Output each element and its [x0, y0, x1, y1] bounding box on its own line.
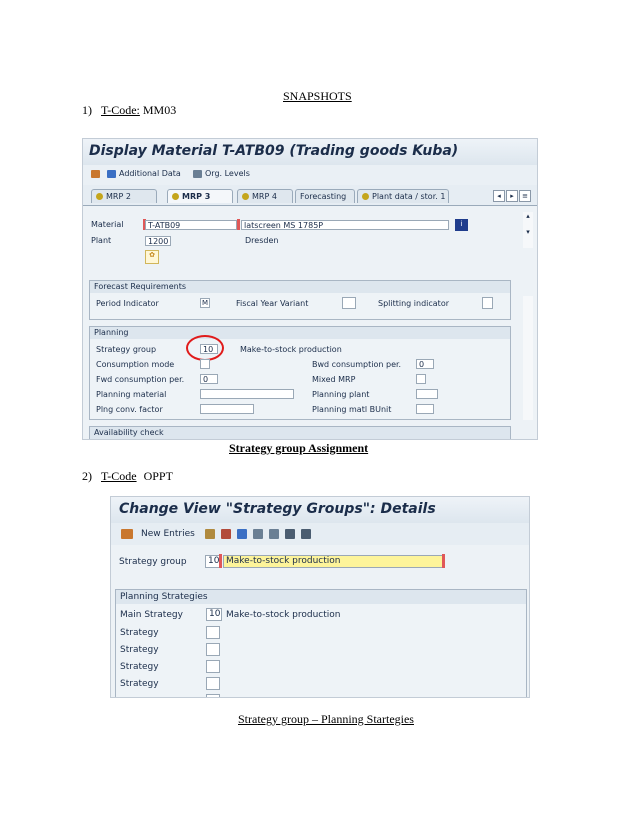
tab-scroll-right-icon[interactable]: ▸ [506, 190, 518, 202]
strategy-field[interactable] [206, 660, 220, 673]
application-toolbar [83, 165, 537, 185]
delete-icon [221, 529, 231, 539]
tcode-label: T-Code: [101, 103, 140, 117]
tab-mrp3[interactable] [167, 189, 233, 203]
table-view-button[interactable] [301, 529, 314, 540]
mrp3-content [83, 205, 537, 440]
undo-icon [237, 529, 247, 539]
title-bar [111, 497, 529, 523]
main-strategy-description: Make-to-stock production [226, 610, 341, 620]
planning-plant-field[interactable] [416, 389, 438, 399]
screen-title: Change View "Strategy Groups": Details [119, 501, 436, 517]
splitting-indicator-field[interactable] [482, 297, 493, 309]
fiscal-year-variant-label: Fiscal Year Variant [236, 299, 309, 308]
select-all-icon [253, 529, 263, 539]
tab-label: MRP 4 [252, 192, 277, 201]
tab-status-icon [362, 193, 369, 200]
forecast-group-title: Forecast Requirements [90, 281, 510, 293]
select-block-button[interactable] [269, 529, 282, 540]
strategy-field[interactable] [206, 694, 220, 698]
period-indicator-field[interactable]: M [201, 299, 209, 307]
period-indicator-label: Period Indicator [96, 299, 159, 308]
tab-label: Plant data / stor. 1 [372, 192, 446, 201]
page-heading: SNAPSHOTS [283, 89, 352, 103]
tcode-label: T-Code [101, 469, 137, 483]
scroll-up-icon[interactable]: ▴ [526, 212, 530, 220]
strategy-field[interactable] [206, 626, 220, 639]
main-strategy-label: Main Strategy [120, 610, 183, 620]
bwd-consumption-field[interactable]: 0 [416, 359, 434, 369]
additional-data-label: Additional Data [119, 169, 181, 178]
image-icon[interactable]: ✿ [145, 250, 159, 264]
input-required-marker [442, 554, 445, 568]
strategy-label: Strategy [120, 662, 159, 672]
planning-matl-bunit-field[interactable] [416, 404, 434, 414]
planning-material-field[interactable] [200, 389, 294, 399]
info-icon[interactable]: i [455, 219, 468, 231]
tcode-value: OPPT [143, 469, 173, 483]
strategy-label: Strategy [120, 679, 159, 689]
caption-2: Strategy group – Planning Startegies [238, 712, 414, 726]
additional-data-button[interactable] [107, 169, 181, 178]
scrollbar-lower[interactable] [523, 296, 533, 420]
strategy-field[interactable] [206, 677, 220, 690]
mixed-mrp-label: Mixed MRP [312, 375, 356, 384]
availability-check-group [89, 426, 511, 440]
mm03-screenshot [82, 138, 538, 440]
mixed-mrp-field[interactable] [416, 374, 426, 384]
title-bar [83, 139, 537, 165]
fwd-consumption-field[interactable]: 0 [200, 374, 218, 384]
plant-label: Plant [91, 236, 112, 245]
strategy-group-details [111, 545, 529, 697]
display-change-button[interactable] [121, 529, 136, 540]
strategy-group-description-field[interactable]: Make-to-stock production [223, 555, 443, 568]
scrollbar[interactable] [523, 212, 533, 248]
glasses-icon [91, 170, 100, 178]
new-entries-label: New Entries [141, 529, 195, 539]
tab-mrp2[interactable] [91, 189, 157, 203]
input-required-marker [219, 554, 222, 568]
select-block-icon [269, 529, 279, 539]
caption-1: Strategy group Assignment [229, 441, 369, 455]
tcode-value: MM03 [142, 103, 177, 117]
fwd-consumption-label: Fwd consumption per. [96, 375, 185, 384]
tab-status-icon [96, 193, 103, 200]
tab-scroll-left-icon[interactable]: ◂ [493, 190, 505, 202]
tab-status-icon [172, 193, 179, 200]
strategy-label: Strategy [120, 628, 159, 638]
copy-as-button[interactable] [205, 529, 218, 540]
new-entries-button[interactable] [141, 529, 195, 539]
planning-group-title: Planning [90, 327, 510, 339]
copy-icon [205, 529, 215, 539]
tab-list-icon[interactable]: ≡ [519, 190, 531, 202]
planning-plant-label: Planning plant [312, 390, 370, 399]
tab-status-icon [242, 193, 249, 200]
planning-material-label: Planning material [96, 390, 167, 399]
tab-label: MRP 2 [106, 192, 131, 201]
material-required-marker [237, 219, 240, 230]
strategy-group-label: Strategy group [119, 557, 187, 567]
other-material-button[interactable] [91, 169, 103, 178]
material-label: Material [91, 220, 124, 229]
select-all-button[interactable] [253, 529, 266, 540]
table-icon [301, 529, 311, 539]
pencil-glasses-icon [121, 529, 133, 539]
consumption-mode-field[interactable] [200, 359, 210, 369]
tab-plant-data[interactable] [357, 189, 449, 203]
tab-forecasting[interactable] [295, 189, 355, 203]
plant-field[interactable]: 1200 [145, 236, 171, 246]
splitting-indicator-label: Splitting indicator [378, 299, 450, 308]
deselect-all-button[interactable] [285, 529, 298, 540]
list-item-2 [82, 469, 173, 484]
material-description-field: latscreen MS 1785P [241, 220, 449, 230]
strategy-group-description: Make-to-stock production [240, 345, 342, 354]
plng-conv-factor-field[interactable] [200, 404, 254, 414]
org-levels-button[interactable] [193, 169, 250, 178]
planning-strategies-title: Planning Strategies [116, 590, 526, 604]
plant-name: Dresden [245, 236, 279, 245]
tab-label: MRP 3 [182, 192, 211, 201]
main-strategy-field[interactable]: 10 [206, 608, 222, 621]
plng-conv-factor-label: Plng conv. factor [96, 405, 163, 414]
planning-strategies-group [115, 589, 527, 698]
tab-strip [83, 187, 537, 205]
deselect-all-icon [285, 529, 295, 539]
strategy-label: Strategy [120, 645, 159, 655]
forecast-requirements-group [89, 280, 511, 320]
list-number: 2) [82, 469, 92, 483]
strategy-group-field[interactable]: 10 [205, 555, 221, 568]
list-number: 1) [82, 103, 92, 117]
strategy-group-field[interactable]: 10 [200, 344, 218, 354]
bwd-consumption-label: Bwd consumption per. [312, 360, 402, 369]
tab-mrp4[interactable] [237, 189, 293, 203]
tab-label: Forecasting [300, 192, 347, 201]
undo-button[interactable] [237, 529, 250, 540]
availability-group-title: Availability check [90, 427, 510, 439]
arrow-right-icon [107, 170, 116, 178]
org-levels-label: Org. Levels [205, 169, 250, 178]
application-toolbar [111, 525, 529, 545]
hierarchy-icon [193, 170, 202, 178]
planning-matl-bunit-label: Planning matl BUnit [312, 405, 392, 414]
scroll-down-icon[interactable]: ▾ [526, 228, 530, 236]
planning-group [89, 326, 511, 420]
oppt-screenshot [110, 496, 530, 698]
strategy-group-label: Strategy group [96, 345, 157, 354]
list-item-1 [82, 103, 176, 118]
material-field[interactable]: T-ATB09 [145, 220, 237, 230]
fiscal-year-variant-field[interactable] [342, 297, 356, 309]
screen-title: Display Material T-ATB09 (Trading goods Kuba) [89, 143, 459, 159]
delete-button[interactable] [221, 529, 234, 540]
strategy-field[interactable] [206, 643, 220, 656]
consumption-mode-label: Consumption mode [96, 360, 175, 369]
highlight-circle [186, 335, 224, 361]
